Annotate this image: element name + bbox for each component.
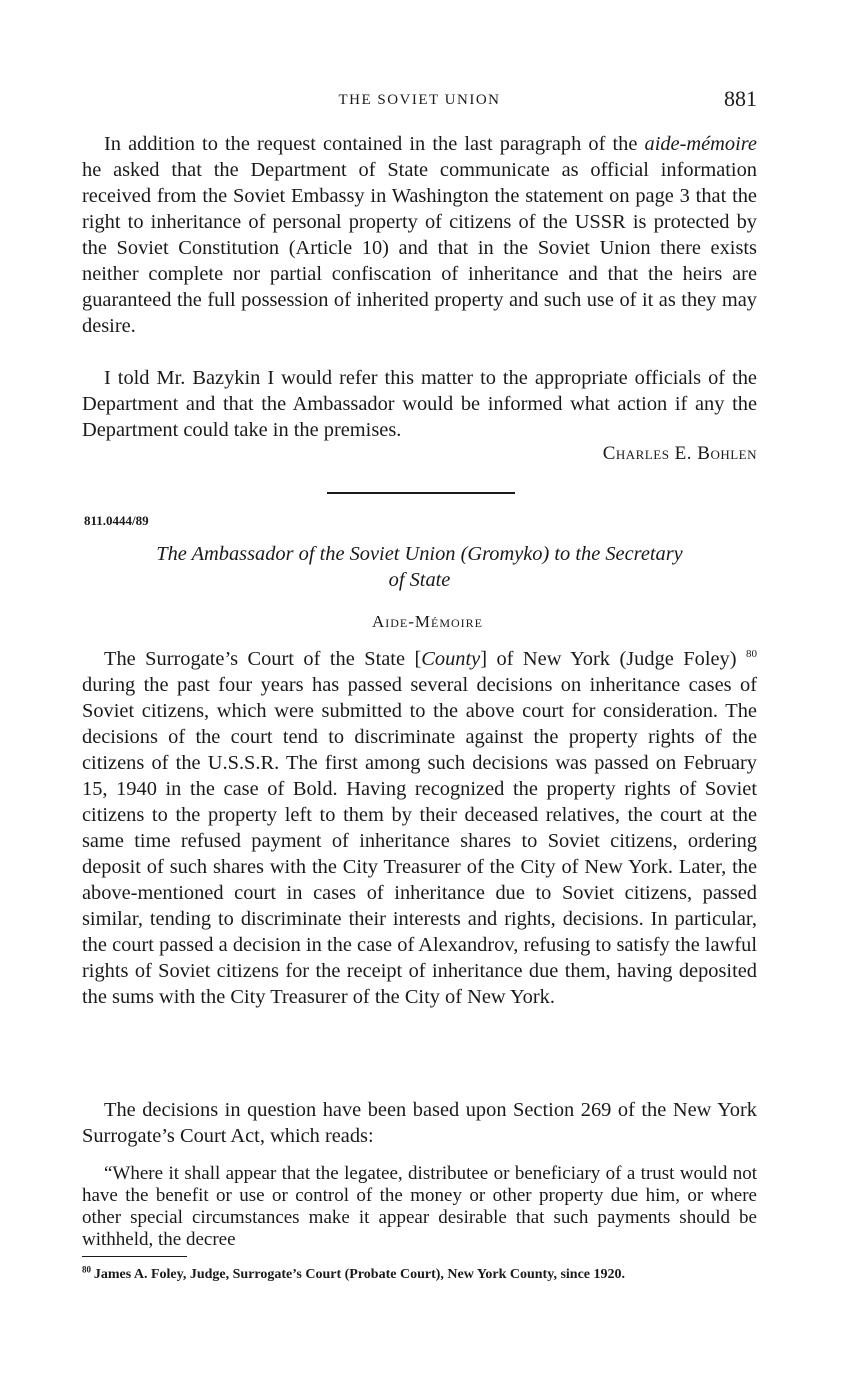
p3-text-b: ] of New York (Judge Foley) [480,648,746,670]
memo-paragraph-2 [82,365,757,443]
p4-text: The decisions in question have been based upon Section 269 of the New York Surrogate’s Court Act, which reads: [82,1099,757,1147]
p3-text-a: The Surrogate’s Court of the State [ [104,648,422,670]
page-header [82,86,757,116]
section-divider [327,492,515,494]
footnote-marker: 80 [82,1264,91,1275]
footnote [82,1266,757,1283]
aide-memoire-paragraph-1 [82,646,757,1010]
footnote-text: James A. Foley, Judge, Surrogate’s Court (Probate Court), New York County, since 1920. [93,1267,625,1282]
document-type-heading: Aide-Mémoire [371,612,484,631]
p3-text-c: during the past four years has passed several decisions on inheritance cases of Soviet citizens, which were submitted to the above court for consideration. The decisions of the court tend to discriminate against the property rights of the citizens of the U.S.S.R. The first among such decisions was passed on February 15, 1940 in the case of Bold. Having recognized the property rights of Soviet citizens to the property left to them by their deceased relatives, the court at the same time refused payment of inheritance shares to Soviet citizens, ordering deposit of such shares with the City Treasurer of the City of New York. Later, the above-mentioned court in cases of inheritance due to Soviet citizens, passed similar, tending to discriminate their interests and rights, decisions. In particular, the court passed a decision in the case of Alexandrov, refusing to satisfy the lawful rights of Soviet citizens for the receipt of inheritance due them, having deposited the sums with the City Treasurer of the City of New York. [82,674,757,1008]
aide-memoire-paragraph-2 [82,1097,757,1149]
document-title-line-1: The Ambassador of the Soviet Union (Gromyko) to the Secretary [156,543,683,565]
document-title-line-2: of State [388,569,451,591]
page-number: 881 [724,86,757,111]
file-reference: 811.0444/89 [84,513,149,528]
memo-p1-text-b: he asked that the Department of State communicate as official information received from the Soviet Embassy in Washington the statement on page 3 that the right to inheritance of personal property of citizens of the USSR is protected by the Soviet Constitution (Article 10) and that in the Soviet Union there exists neither complete nor partial confiscation of inheritance and that the heirs are guaranteed the full possession of inherited property and such use of it as they may desire. [82,159,757,337]
document-title [82,541,757,593]
quote-text: “Where it shall appear that the legatee, distributee or beneficiary of a trust would not have the benefit or use or control of the money or other property due him, or where other special circumstances make it appear desirable that such payments should be withheld, the decree [82,1163,757,1250]
statute-quotation [82,1163,757,1251]
footnote-reference[interactable]: 80 [746,648,757,661]
signature: Charles E. Bohlen [602,443,757,464]
p3-italic: County [421,648,481,670]
footnote-divider [82,1256,187,1257]
memo-p1-text-a: In addition to the request contained in the last paragraph of the [104,133,645,155]
running-head: THE SOVIET UNION [338,92,501,108]
memo-paragraph-1 [82,131,757,339]
memo-p1-italic: aide-mémoire [644,133,757,155]
memo-p2-text: I told Mr. Bazykin I would refer this matter to the appropriate officials of the Department and that the Ambassador would be informed what action if any the Department could take in the premises. [82,367,757,441]
